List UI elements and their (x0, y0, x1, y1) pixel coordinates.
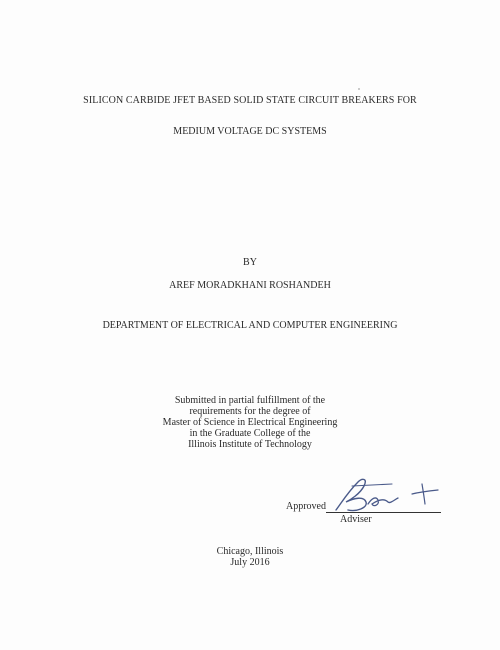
title-line-1: SILICON CARBIDE JFET BASED SOLID STATE CIRCUIT BREAKERS FOR (83, 95, 417, 106)
submission-statement (0, 395, 500, 450)
submission-line: in the Graduate College of the (189, 428, 311, 439)
date: July 2016 (230, 557, 270, 568)
department-name: DEPARTMENT OF ELECTRICAL AND COMPUTER ENGINEERING (102, 320, 398, 331)
location-date (0, 546, 500, 568)
submission-line: Illinois Institute of Technology (188, 439, 312, 450)
by-label: BY (243, 257, 257, 268)
scan-speck (358, 88, 360, 90)
submission-line: requirements for the degree of (189, 406, 311, 417)
adviser-label: Adviser (340, 514, 372, 525)
submission-line: Master of Science in Electrical Engineering (162, 417, 338, 428)
approved-label: Approved (286, 501, 326, 512)
author-name: AREF MORADKHANI ROSHANDEH (169, 280, 331, 291)
adviser-signature-icon (328, 474, 448, 514)
submission-line: Submitted in partial fulfillment of the (174, 395, 326, 406)
title-line-2: MEDIUM VOLTAGE DC SYSTEMS (173, 126, 327, 137)
city: Chicago, Illinois (216, 546, 284, 557)
